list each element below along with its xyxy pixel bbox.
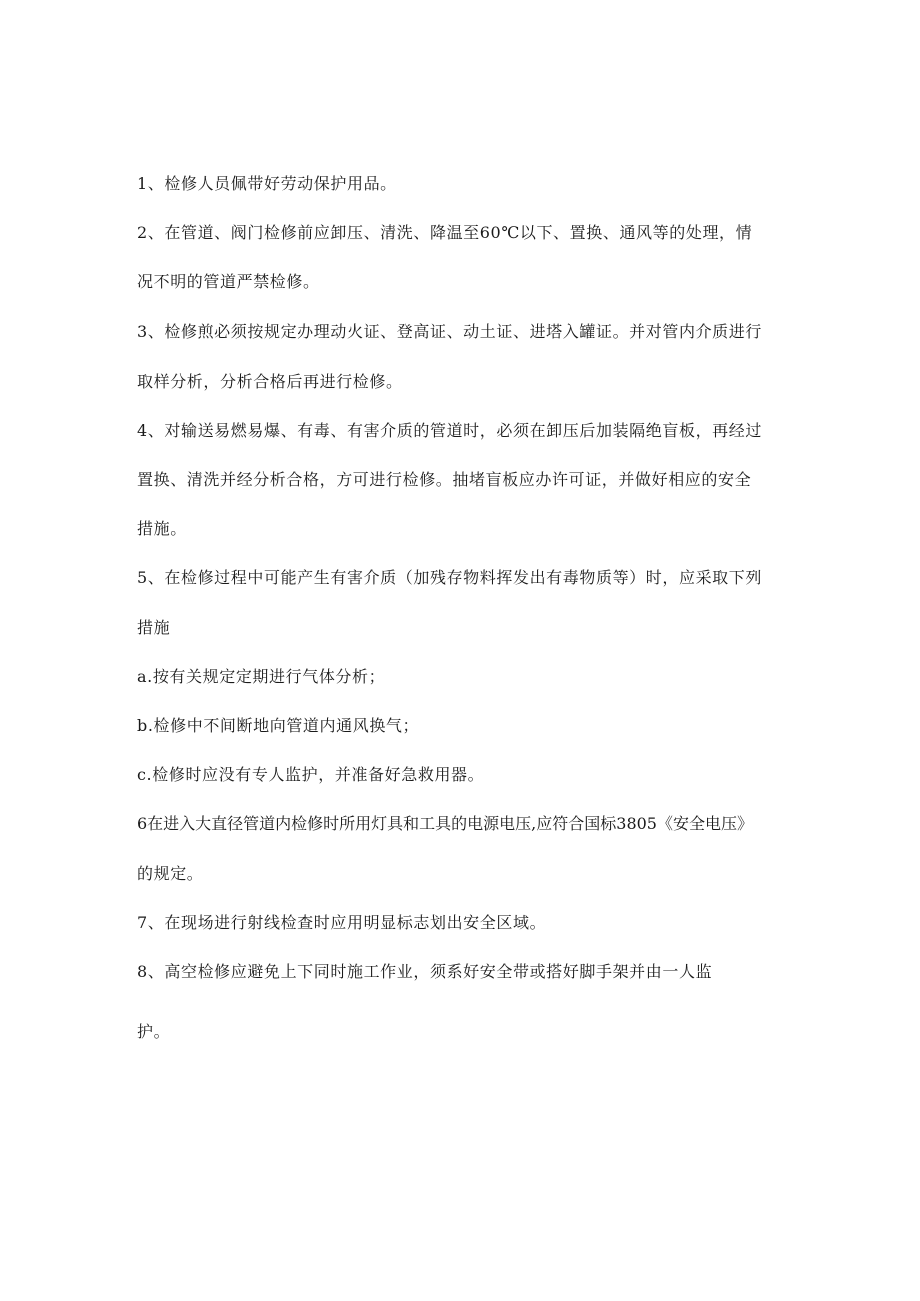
text-line: c.检修时应没有专人监护，并准备好急救用器。	[137, 765, 485, 784]
text-line: 的规定。	[137, 864, 204, 883]
text-line: 护。	[137, 1022, 171, 1041]
text-line: 8、高空检修应避免上下同时施工作业，须系好安全带或搭好脚手架并由一人监	[137, 962, 713, 981]
text-line: 置换、清洗并经分析合格，方可进行检修。抽堵盲板应办许可证，并做好相应的安全	[137, 470, 752, 489]
text-line: 7、在现场进行射线检查时应用明显标志划出安全区域。	[137, 913, 547, 932]
text-line: 3、检修煎必须按规定办理动火证、登高证、动土证、进塔入罐证。并对管内介质进行	[137, 322, 762, 341]
text-line: a.按有关规定定期进行气体分析；	[137, 667, 386, 686]
text-line: 措施。	[137, 519, 187, 538]
text-line: 取样分析，分析合格后再进行检修。	[137, 372, 403, 391]
text-line: 措施	[137, 618, 171, 637]
text-line: 5、在检修过程中可能产生有害介质（加残存物料挥发出有毒物质等）时，应采取下列	[137, 568, 762, 587]
text-line: 1、检修人员佩带好劳动保护用品。	[137, 174, 397, 193]
text-line: 2、在管道、阀门检修前应卸压、清洗、降温至60℃以下、置换、通风等的处理，情	[137, 223, 753, 242]
text-line: 6在进入大直径管道内检修时所用灯具和工具的电源电压,应符合国标3805《安全电压》	[137, 814, 753, 833]
text-line: 4、对输送易燃易爆、有毒、有害介质的管道时，必须在卸压后加装隔绝盲板，再经过	[137, 421, 762, 440]
text-line: 况不明的管道严禁检修。	[137, 272, 320, 291]
text-line: b.检修中不间断地向管道内通风换气；	[137, 716, 420, 735]
